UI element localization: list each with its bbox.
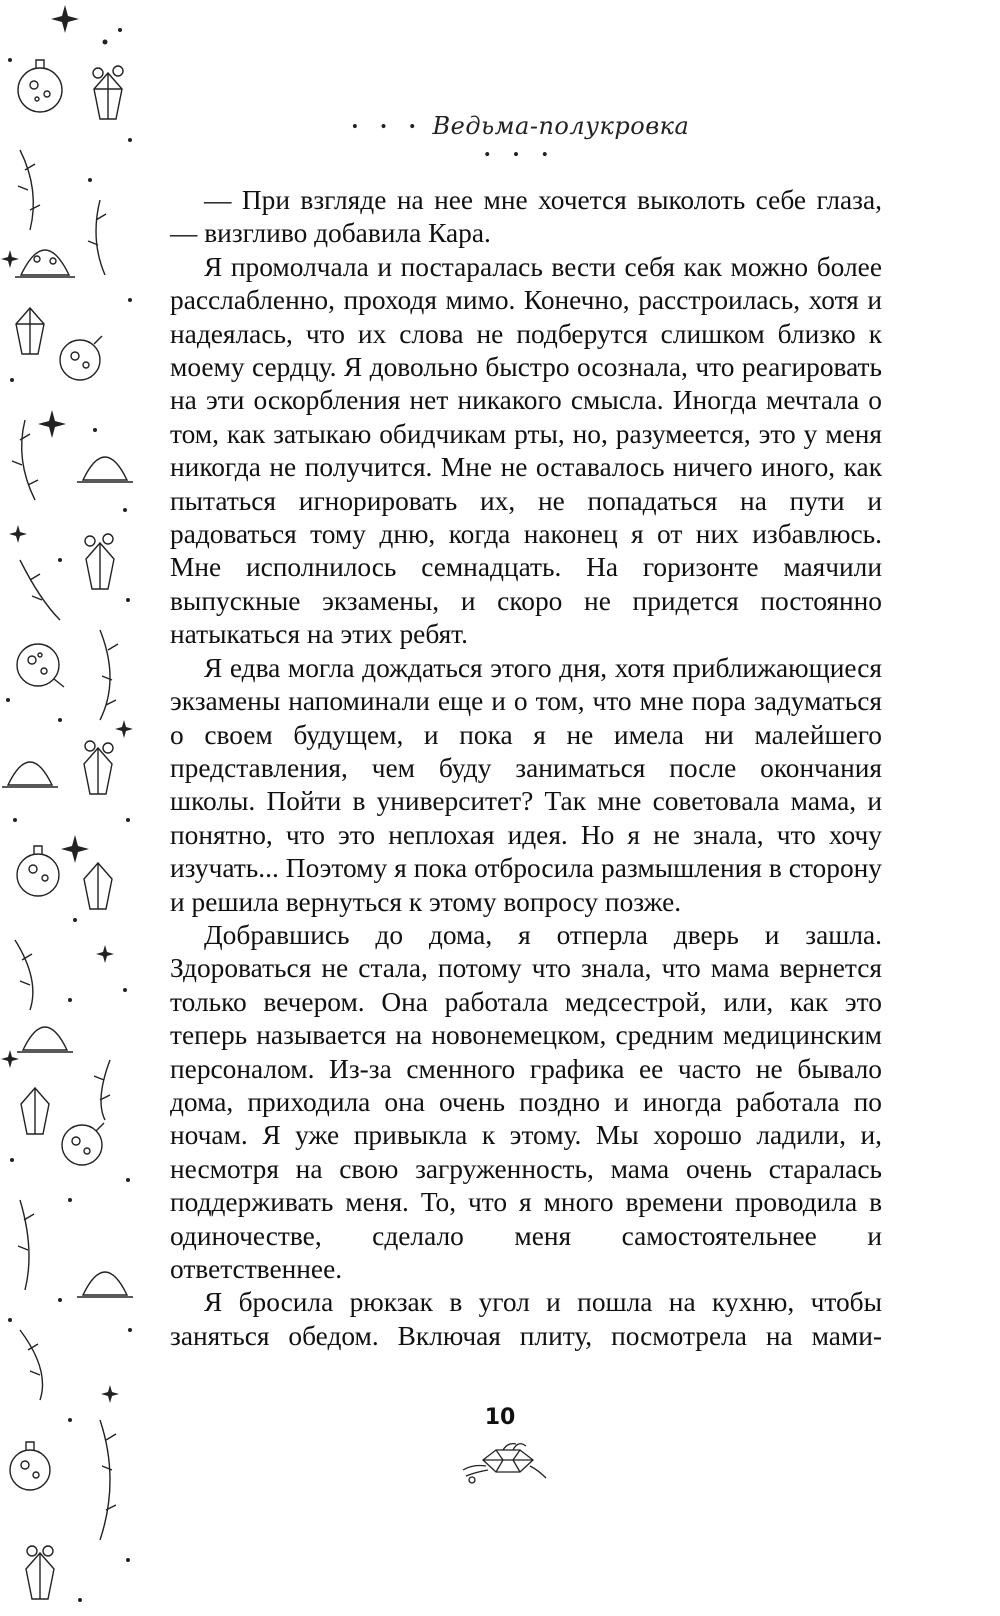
- mushroom-dome-icon: [77, 1272, 133, 1297]
- paragraph: Я бросила рюкзак в угол и пошла на кухню, чтобы заняться обедом. Включая плиту, посмотрела на мами-: [170, 1287, 882, 1351]
- page-number: 10: [484, 1405, 516, 1430]
- christmas-ornament-icon: [17, 846, 59, 896]
- crystal-icon: [93, 66, 123, 119]
- running-title: Ведьма-полукровка: [432, 112, 690, 140]
- christmas-ornament-icon: [18, 60, 62, 112]
- mushroom-dome-icon: [15, 250, 75, 277]
- paragraph: Добравшись до дома, я отперла дверь и зашла. Здороваться не стала, потому что знала, что мама вернется только вечером. Она работала медсестрой, или, как это теперь называется на новонемецком, средним медицинским персоналом. Из-за сменного графика ее часто не бывало дома, приходила она очень поздно и иногда работала по ночам. Я уже привыкла к этому. Мы хорошо ладили, и, несмотря на свою загруженность, мама очень старалась поддерживать меня. То, что я много времени проводила в одиночестве, сделало меня самостоятельнее и ответственнее.: [170, 919, 882, 1284]
- crystal-ornament-icon: [458, 1440, 548, 1488]
- crystal-icon: [26, 1546, 54, 1599]
- body-text: [170, 184, 882, 1353]
- crystal-icon: [84, 741, 113, 794]
- right-dots: • • •: [483, 147, 557, 164]
- mushroom-dome-icon: [77, 457, 133, 482]
- star-icon: [1, 5, 133, 1602]
- christmas-ornament-icon: [17, 644, 64, 687]
- mushroom-dome-icon: [17, 1027, 73, 1052]
- crystal-icon: [84, 863, 112, 909]
- crystal-icon: [85, 534, 114, 589]
- paragraph: — При взгляде на нее мне хочется выколоть себе глаза, — визгливо добавила Кара.: [170, 185, 882, 249]
- christmas-ornament-icon: [60, 336, 102, 380]
- left-dots: • • •: [350, 119, 425, 136]
- crystal-icon: [16, 308, 44, 354]
- leaf-branch-icon: [12, 150, 118, 1540]
- christmas-ornament-icon: [10, 1442, 50, 1490]
- mushroom-dome-icon: [2, 762, 58, 787]
- christmas-ornament-icon: [62, 1123, 104, 1165]
- running-head: [340, 112, 700, 168]
- paragraph: Я промолчала и постаралась вести себя как можно более расслабленно, проходя мимо. Конечно, расстроилась, хотя и надеялась, что их слова не подберутся слишком близко к моему сердцу. Я довольно быстро осознала, что реагировать на эти оскорбления нет никакого смысла. Иногда мечтала о том, как затыкаю обидчикам рты, но, разумеется, это у меня никогда не получится. Мне не оставалось ничего иного, как пытаться игнорировать их, не попадаться на пути и радоваться тому дню, когда наконец я от них избавлюсь. Мне исполнилось семнадцать. На горизонте маячили выпускные экзамены, и скоро не придется постоянно натыкаться на этих ребят.: [170, 251, 882, 650]
- paragraph: Я едва могла дождаться этого дня, хотя приближающиеся экзамены напоминали еще и о том, что мне пора задуматься о своем будущем, и пока я не имела ни малейшего представления, чем буду заниматься после окончания школы. Пойти в университет? Так мне советовала мама, и понятно, что это неплохая идея. Но я не знала, что хочу изучать... Поэтому я пока отбросила размышления в сторону и решила вернуться к этому вопросу позже.: [170, 652, 882, 917]
- decorative-border: [0, 0, 150, 1616]
- crystal-icon: [21, 1088, 49, 1134]
